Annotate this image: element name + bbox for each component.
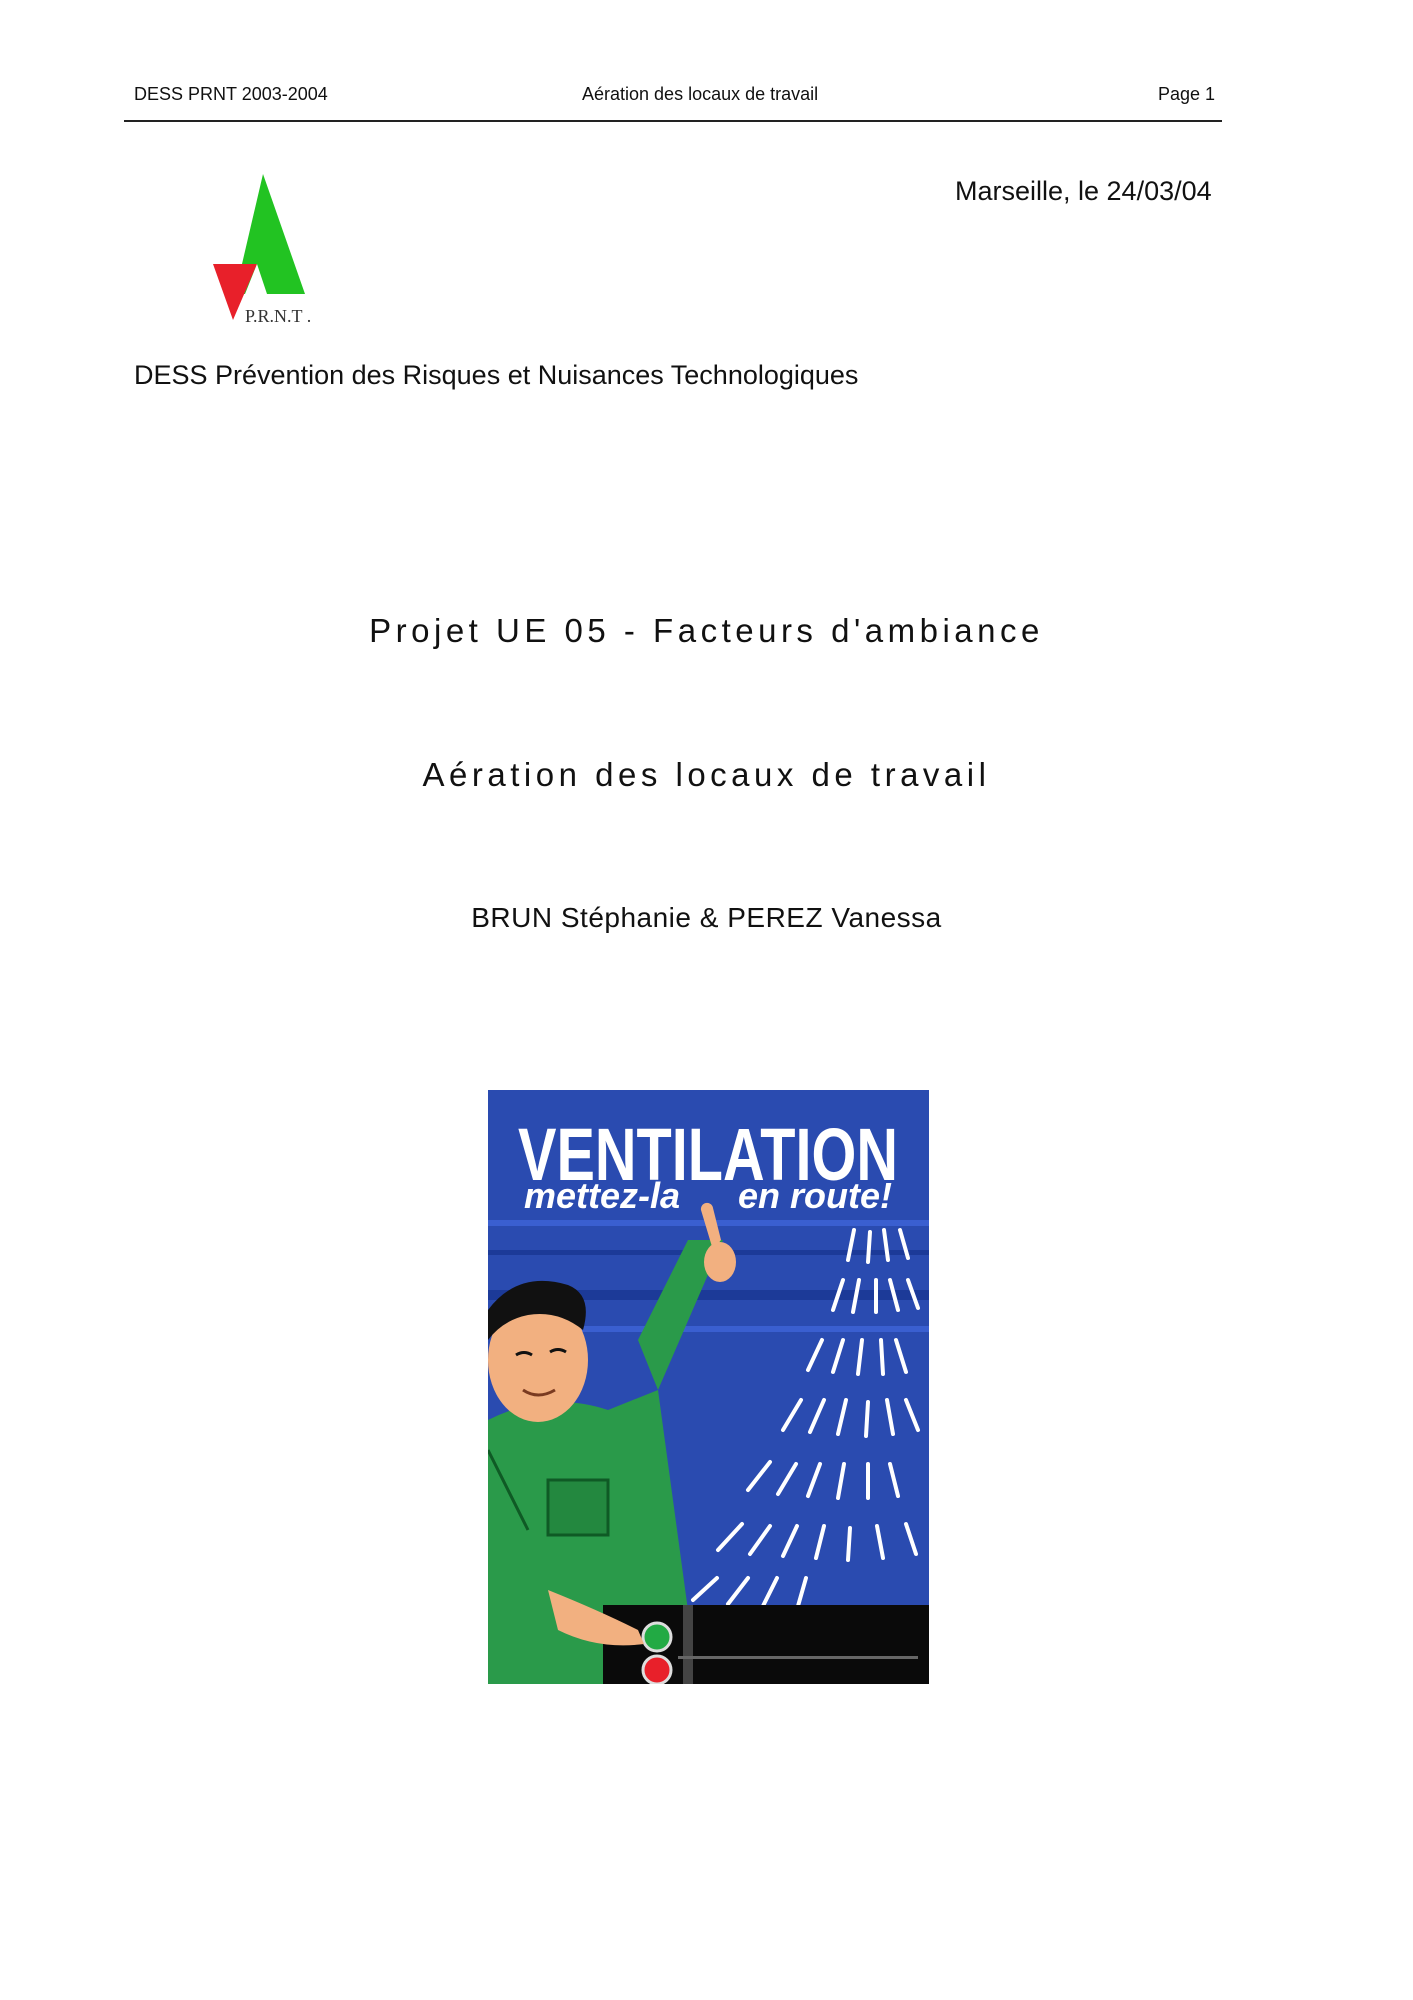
header-page-number: Page 1 [1158,84,1216,104]
header-left: DESS PRNT 2003-2004 [134,84,328,104]
project-title: Projet UE 05 - Facteurs d'ambiance [369,612,1044,649]
header-divider [124,120,1222,122]
logo-text: P.R.N.T . [245,306,312,326]
subject-title: Aération des locaux de travail [422,756,991,793]
header-center: Aération des locaux de travail [582,84,819,104]
authors: BRUN Stéphanie & PEREZ Vanessa [471,902,942,933]
poster-tagline-left: mettez-la [524,1175,681,1216]
poster-tagline-right: en route! [738,1175,893,1216]
date-line: Marseille, le 24/03/04 [955,176,1212,206]
ventilation-poster [488,1090,929,1684]
prnt-logo [205,170,325,330]
organization-name: DESS Prévention des Risques et Nuisances Technologiques [134,360,859,390]
poster-headline: VENTILATION [518,1113,898,1196]
